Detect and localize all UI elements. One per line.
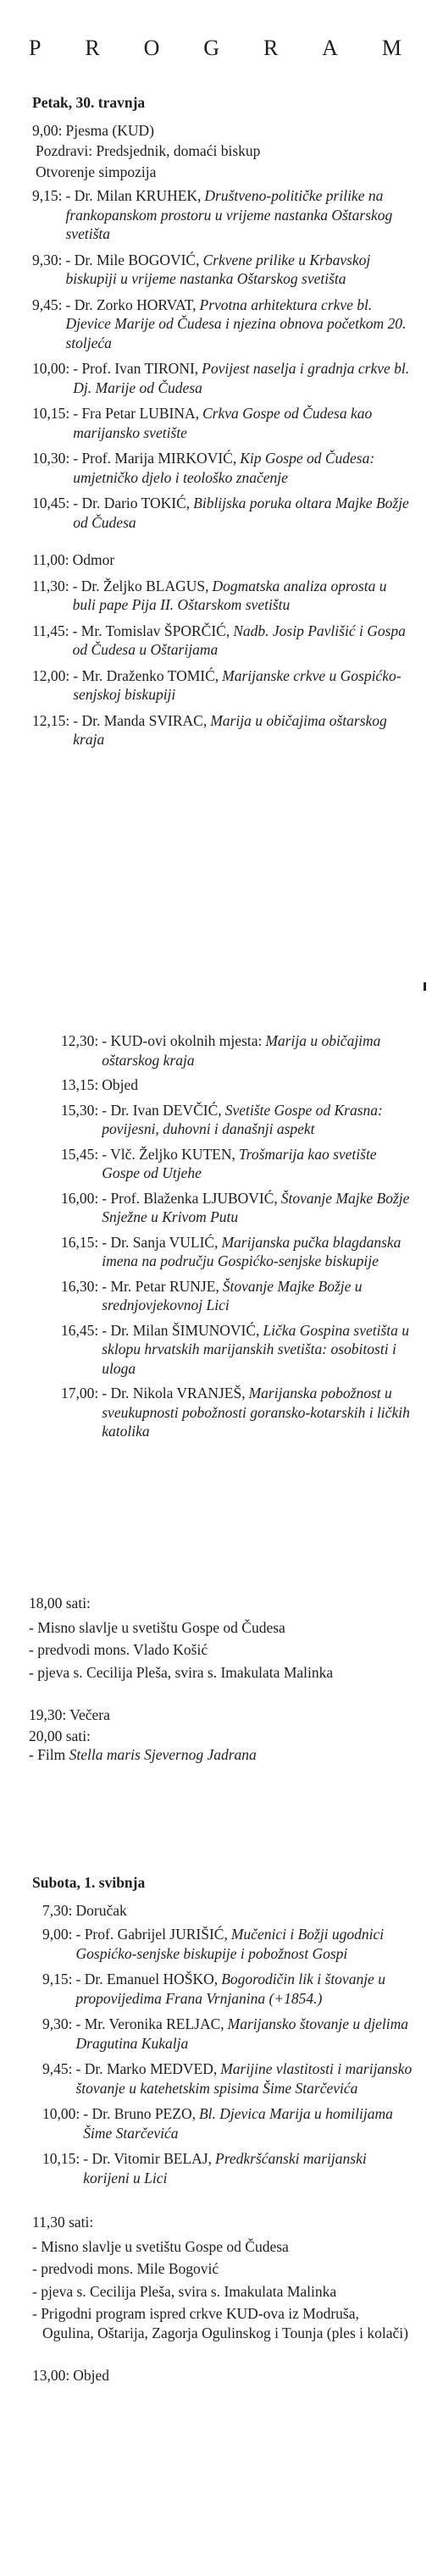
day-heading: Petak, 30. travnja <box>32 94 146 111</box>
item-time: 10,00: <box>42 2105 80 2122</box>
talk-title: Kip Gospe od Čudesa: umjetničko djelo i teološko značenje <box>73 450 375 486</box>
talk-item <box>32 296 413 353</box>
item-text: Večera <box>69 1706 110 1723</box>
talk-title: Bl. Djevica Marija u homilijama Šime Starčevića <box>83 2105 393 2142</box>
talk-item <box>61 1233 417 1271</box>
item-time: 13,15: <box>61 1076 99 1093</box>
talk-item <box>61 1384 417 1441</box>
title-letter: O <box>143 36 160 60</box>
film-prefix: - Film <box>29 1746 69 1763</box>
item-text: Pozdravi: Predsjednik, domaći biskup <box>36 142 261 159</box>
talk-item <box>32 251 413 289</box>
talk-title: Prvotna arhitektura crkve bl. Djevice Marije od Čudesa i njezina obnova početkom 20. stoljeća <box>65 296 407 351</box>
talk-speaker: - Dr. Milan ŠIMUNOVIĆ, <box>102 1321 260 1339</box>
meal-item <box>29 1705 410 1725</box>
schedule-item <box>32 121 413 141</box>
item-text: Odmor <box>72 551 115 568</box>
title-letter: P <box>29 36 42 60</box>
talk-item <box>61 1189 417 1227</box>
item-text: Objed <box>102 1076 139 1093</box>
item-time: 16,00: <box>61 1189 99 1207</box>
item-time: 9,00: <box>32 121 63 139</box>
talk-item <box>32 449 413 487</box>
talk-speaker: - Mr. Draženko TOMIĆ, <box>73 666 219 684</box>
talk-title: Marija u običajima oštarskog kraja <box>73 711 387 748</box>
mass-detail-item: - pjeva s. Cecilija Pleša, svira s. Imakulata Malinka <box>32 2282 337 2300</box>
talk-speaker: - Mr. Veronika RELJAC, <box>75 2015 224 2032</box>
talk-speaker: - Dr. Milan KRUHEK, <box>65 187 202 204</box>
item-time: 7,30: <box>42 1901 73 1919</box>
talk-speaker: - Prof. Gabrijel JURIŠIĆ, <box>75 1926 228 1943</box>
talk-speaker: - Dr. Dario TOKIĆ, <box>73 495 191 511</box>
talk-title: Dogmatska analiza oprosta u buli pape Pija II. Oštarskom svetištu <box>72 577 387 613</box>
item-time: 9,15: <box>32 187 63 204</box>
mass-detail-item: - predvodi mons. Mile Bogović <box>32 2260 219 2277</box>
talk-speaker: - Dr. Zorko HORVAT, <box>65 296 197 313</box>
item-time: 13,00: <box>32 2367 70 2384</box>
item-time: 11,00: <box>32 551 69 568</box>
talk-title: Marijanska pobožnost u sveukupnosti pobožnosti goransko-kotarskih i ličkih katolika <box>102 1385 410 1440</box>
mass-time: 18,00 sati: <box>29 1595 91 1611</box>
item-time: 10,15: <box>32 405 70 422</box>
item-time: 15,45: <box>61 1145 99 1163</box>
item-time: 9,45: <box>32 296 63 313</box>
program-title <box>29 36 402 61</box>
title-letter: A <box>322 36 338 60</box>
day-friday-section <box>32 93 413 756</box>
title-letter: M <box>381 36 402 60</box>
talk-item <box>61 1321 417 1379</box>
item-time: 16,30: <box>61 1277 99 1295</box>
talk-item <box>32 622 413 660</box>
talk-speaker: - Dr. Željko BLAGUS, <box>72 577 209 594</box>
talk-item <box>32 186 413 244</box>
talk-item <box>42 2059 413 2098</box>
talk-title: Marijansko štovanje u djelima Dragutina Kukalja <box>75 2015 409 2052</box>
talk-item <box>32 494 413 532</box>
item-time: 10,15: <box>42 2150 80 2167</box>
talk-title: Predkršćanski marijanski korijeni u Lici <box>83 2150 367 2186</box>
item-time: 9,30: <box>42 2015 73 2032</box>
film-time: 20,00 sati: <box>29 1727 91 1744</box>
item-time: 9,45: <box>42 2060 73 2077</box>
talk-title: Lička Gospina svetišta u sklopu hrvatskih marijanskih svetišta: osobitosti i uloga <box>102 1321 409 1377</box>
item-time: 9,00: <box>42 1926 73 1943</box>
talk-item <box>42 2015 413 2053</box>
meal-item <box>61 1075 417 1095</box>
talk-title: Crkvene prilike u Krbavskoj biskupiji u vrijeme nastanka Oštarskog svetišta <box>65 251 371 287</box>
schedule-item <box>32 163 413 182</box>
item-time: 12,15: <box>32 711 70 729</box>
talk-speaker: - Dr. Vitomir BELAJ, <box>83 2150 212 2167</box>
talk-item <box>61 1101 417 1139</box>
mass-details <box>29 1618 410 1683</box>
talk-title: Društveno-političke prilike na frankopanskom prostoru u vrijeme nastanka Oštarskog svetišta <box>65 187 393 242</box>
talk-speaker: - KUD-ovi okolnih mjesta: <box>102 1032 263 1049</box>
talk-title: Bogorodičin lik i štovanje u propovijedima Frana Vrnjanina (+1854.) <box>75 1971 385 2007</box>
talk-speaker: - Mr. Petar RUNJE, <box>102 1277 219 1295</box>
talk-item <box>42 2104 413 2142</box>
item-text: Otvorenje simpozija <box>36 163 157 180</box>
item-time: 16,45: <box>61 1321 99 1339</box>
break-item <box>32 550 413 570</box>
talk-title: Marijanske crkve u Gospićko-senjskoj biskupiji <box>73 666 402 703</box>
talk-item <box>32 359 413 397</box>
talk-title: Marijanska pučka blagdanska imena na području Gospićko-senjske biskupije <box>102 1233 402 1269</box>
talk-speaker: - Fra Petar LUBINA, <box>73 405 199 422</box>
mass-detail-item: - predvodi mons. Vlado Košić <box>29 1641 208 1658</box>
schedule-item <box>32 141 413 161</box>
item-time: 9,15: <box>42 1971 73 1987</box>
item-time: 10,00: <box>32 360 70 377</box>
talk-item <box>61 1145 417 1183</box>
talk-title: Štovanje Majke Božje u srednjovjekovnoj Lici <box>102 1277 363 1313</box>
friday-evening-section <box>29 1594 410 1765</box>
item-time: 15,30: <box>61 1101 99 1119</box>
item-time: 16,15: <box>61 1233 99 1251</box>
talk-speaker: - Dr. Emanuel HOŠKO, <box>75 1971 219 1987</box>
talk-title: Mučenici i Božji ugodnici Gospićko-senjske biskupije i pobožnost Gospi <box>75 1926 385 1962</box>
talk-item <box>32 404 413 442</box>
mass-detail-item: - Misno slavlje u svetištu Gospe od Čudesa <box>32 2237 289 2255</box>
talk-speaker: - Mr. Tomislav ŠPORČIĆ, <box>72 622 230 639</box>
item-text: Doručak <box>75 1901 127 1919</box>
mass-detail-item: - Misno slavlje u svetištu Gospe od Čudesa <box>29 1618 285 1636</box>
meal-item <box>42 1901 413 1921</box>
talk-speaker: - Dr. Nikola VRANJEŠ, <box>102 1385 246 1401</box>
talk-title: Biblijska poruka oltara Majke Božje od Čudesa <box>73 495 409 531</box>
film-item <box>29 1745 410 1765</box>
item-text: Pjesma (KUD) <box>65 121 154 139</box>
item-time: 9,30: <box>32 251 63 268</box>
talk-speaker: - Dr. Marko MEDVED, <box>75 2060 218 2077</box>
page-edge-mark <box>424 982 426 991</box>
title-letter: R <box>85 36 100 60</box>
talk-item <box>32 711 413 749</box>
title-letter: G <box>203 36 220 60</box>
meal-item <box>32 2366 413 2385</box>
item-time: 11,45: <box>32 622 69 639</box>
item-time: 19,30: <box>29 1706 67 1723</box>
talk-title: Trošmarija kao svetište Gospe od Utjehe <box>102 1145 377 1181</box>
talk-speaker: - Vlč. Željko KUTEN, <box>102 1145 235 1163</box>
mass-time: 11,30 sati: <box>32 2214 94 2231</box>
item-time: 12,00: <box>32 666 70 684</box>
talk-title: Povijest naselja i gradnja crkve bl. Dj. Marije od Čudesa <box>73 360 410 396</box>
talk-speaker: - Prof. Blaženka LJUBOVIĆ, <box>102 1189 278 1207</box>
talk-item <box>42 2149 413 2187</box>
mass-detail-item: - Prigodni program ispred crkve KUD-ova iz Modruša, Ogulina, Oštarija, Zagorja Ogulinskog i Tounja (ples i kolači) <box>32 2305 408 2341</box>
talk-title: Štovanje Majke Božje Snježne u Krivom Putu <box>102 1189 410 1225</box>
item-time: 17,00: <box>61 1385 99 1401</box>
talk-speaker: - Dr. Sanja VULIĆ, <box>102 1233 219 1251</box>
day-heading: Subota, 1. svibnja <box>32 1874 146 1891</box>
talk-speaker: - Dr. Mile BOGOVIĆ, <box>65 251 200 268</box>
talk-item <box>32 666 413 705</box>
title-letter: R <box>263 36 279 60</box>
talk-title: Crkva Gospe od Čudesa kao marijansko svetište <box>73 405 373 441</box>
talk-speaker: - Dr. Ivan DEVČIĆ, <box>102 1101 222 1119</box>
talk-title: Marija u običajima oštarskog kraja <box>102 1032 381 1069</box>
mass-detail-item: - pjeva s. Cecilija Pleša, svira s. Imakulata Malinka <box>29 1663 334 1681</box>
item-time: 10,30: <box>32 450 70 467</box>
item-time: 12,30: <box>61 1032 99 1049</box>
talk-item <box>42 1925 413 1963</box>
talk-speaker: - Prof. Marija MIRKOVIĆ, <box>73 450 237 467</box>
talk-item <box>61 1031 417 1070</box>
item-time: 11,30: <box>32 577 69 594</box>
day-saturday-section <box>32 1873 413 2387</box>
talk-item <box>32 577 413 615</box>
talk-speaker: - Dr. Bruno PEZO, <box>83 2105 196 2122</box>
item-time: 10,45: <box>32 495 70 511</box>
talk-title: Svetište Gospe od Krasna: povijesni, duhovni i današnji aspekt <box>102 1101 383 1137</box>
talk-title: Marijine vlastitosti i marijansko štovanje u katehetskim spisima Šime Starčevića <box>75 2060 413 2097</box>
talk-item <box>42 1970 413 2008</box>
talk-item <box>61 1277 417 1315</box>
item-text: Objed <box>73 2367 110 2384</box>
talk-speaker: - Dr. Manda SVIRAC, <box>73 711 208 729</box>
talk-title: Nadb. Josip Pavlišić i Gospa od Čudesa u Oštarijama <box>72 622 406 658</box>
talk-speaker: - Prof. Ivan TIRONI, <box>73 360 199 377</box>
mass-details <box>32 2237 413 2343</box>
film-title: Stella maris Sjevernog Jadrana <box>69 1746 257 1763</box>
friday-afternoon-section <box>61 1031 417 1447</box>
